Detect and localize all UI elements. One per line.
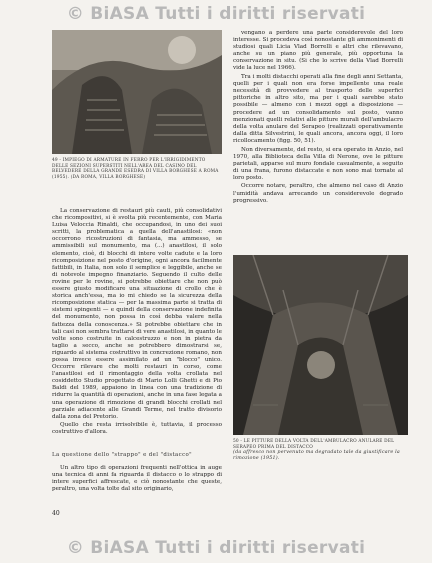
ruin-photo (52, 30, 222, 154)
vault-photo-caption (233, 439, 408, 461)
left-paragraph-2: Quello che resta irrisolvibile è, tuttavia, il processo costruttivo d'allora. (52, 422, 222, 436)
watermark-bottom: © BiASA Tutti i diritti riservati (66, 538, 366, 558)
left-paragraph-1: La conservazione di restauri più cauti, più consolidativi che ricompositivi, si è svolta più recentemente, con Maria Luisa Veloccia Rinaldi, che occupandosi, in uno dei suoi scritti, la problematica a quella dell'anastilosi: «non occorrono ricostruzioni di fantasia, ma ammesso, se ammissibili sul monumento, ma (...) anastilosi, il solo elemento, cioè, di blocchi di intere volte cadute e la loro ricomposizione nel posto d'origine, ogni ancora facilmente fattibili, in Italia, non solo il semplice e leggibile, anche se di notevole impegno finanziario. Seguendo il culto delle rovine per le rovine, si potrebbe obiettare che non può essere giusto modificare una situazione di crollo che è storica anch'essa, ma io mi chiedo se la sicurezza della ricomposizione statica — per la massima parte si tratta di sistemi spingenti — e quindi della conservazione indefinita del monumento, non possa in così debba valere nella fattezza della conoscenza.» Si potrebbe obiettare che in tali casi non sembra trattarsi di vere anastilosi, in quanto le volte sono costruite in calcestruzzo e non in pietra da taglio a secco, anche se potrebbero dimostrarsi se, riguardo al sistema costruttivo in concrezione romano, non possa invece essere assimilato ad un "blocco" unico. Occorre rilevare che molti restauri in corso, come l'anastilosi ed il rimontaggio della volta crollata nel cosiddetto Studio progettato di Mario Lolli Ghetti e di Pio Baldi del 1989, appaiono in linea con una tradizione di ridurre la quantità di operazioni, anche in una fase legata a una operazione di rimozione di grandi blocchi crollati nel parziale adiacente alle Grandi Terme, nel tratto divisorio dalla zona del Pretorio. (52, 208, 222, 420)
right-paragraph-1: vengano a perdere una parte considerevole del loro interesse. Si procedeva così nonostante gli ammonimenti di studiosi quali Licia Vlad Borrelli e altri che rilevavano, anche su un piano più generale, più opportuna la conservazione in situ. (Si che lo scrive della Vlad Borrelli vide la luce nel 1966). (233, 30, 403, 72)
right-column (233, 30, 403, 206)
section-heading: La questione dello "strappo" e del "distacco" (52, 452, 193, 458)
page-number: 40 (52, 510, 60, 517)
ruin-photo-caption: 49 - IMPIEGO DI ARMATURE IN FERRO PER L'IRRIGIDIMENTO DELLE SEZIONI SUPERSTITI NELL'AREA DEL CASINO DEL BELVEDERE DELLA GRANDE ESEDRA DI VILLA BORGHESE A ROMA (1955). (DA ROMA, VILLA BORGHESE) (52, 158, 219, 180)
photo-painted-vault-icon (233, 255, 408, 435)
photo-ruin-brick-vault-icon (52, 30, 222, 154)
right-paragraph-2: Tra i molti distacchi operati alla fine degli anni Settanta, quelli per i quali non era forse impellente una reale necessità di provvedere al trasporto delle superfici pittoriche in altro sito, ma per i quali sarebbe stato possibile — almeno con i mezzi oggi a disposizione — procedere ad un consolidamento sul posto, vanno menzionati quelli relativi alle pitture murali dell'ambulacro della volta anulare del Serapeo (realizzati operativamente dalla ditta Silvestrini, le quali ancora, ancora oggi, il loro ricollocamento (figg. 50, 51). (233, 74, 403, 144)
right-paragraph-3: Non diversamente, del resto, si era operato in Anzio, nel 1970, alla Biblioteca della Villa di Nerone, ove le pitture parietali, apparse sul muro fondale casualmente, a seguito di una frana, furono distaccate e non sono mai tornate al loro posto. (233, 146, 403, 181)
vault-caption-main: 50 - LE PITTURE DELLA VOLTA DELL'AMBULACRO ANULARE DEL SERAPEO PRIMA DEL DISTACCO (233, 439, 395, 450)
left-paragraph-3: Un altro tipo di operazioni frequenti nell'ottica in auge una tecnica di anni fa riguarda il distacco o lo strappo di intere superfici affrescate, e ciò nonostante che queste, peraltro, una volta tolte dal sito originario, (52, 465, 222, 493)
right-paragraph-4: Occorre notare, peraltro, che almeno nel caso di Anzio l'umidità andava arrecando un considerevole degrado progressivo. (233, 183, 403, 204)
vault-caption-italic: (da affresco non pervenuto ma degradato tale da giustificare la rimozione (1951). (233, 450, 400, 461)
left-column-after-heading (52, 465, 222, 495)
watermark-top: © BiASA Tutti i diritti riservati (66, 4, 366, 24)
left-column (52, 208, 222, 438)
vault-photo (233, 255, 408, 435)
